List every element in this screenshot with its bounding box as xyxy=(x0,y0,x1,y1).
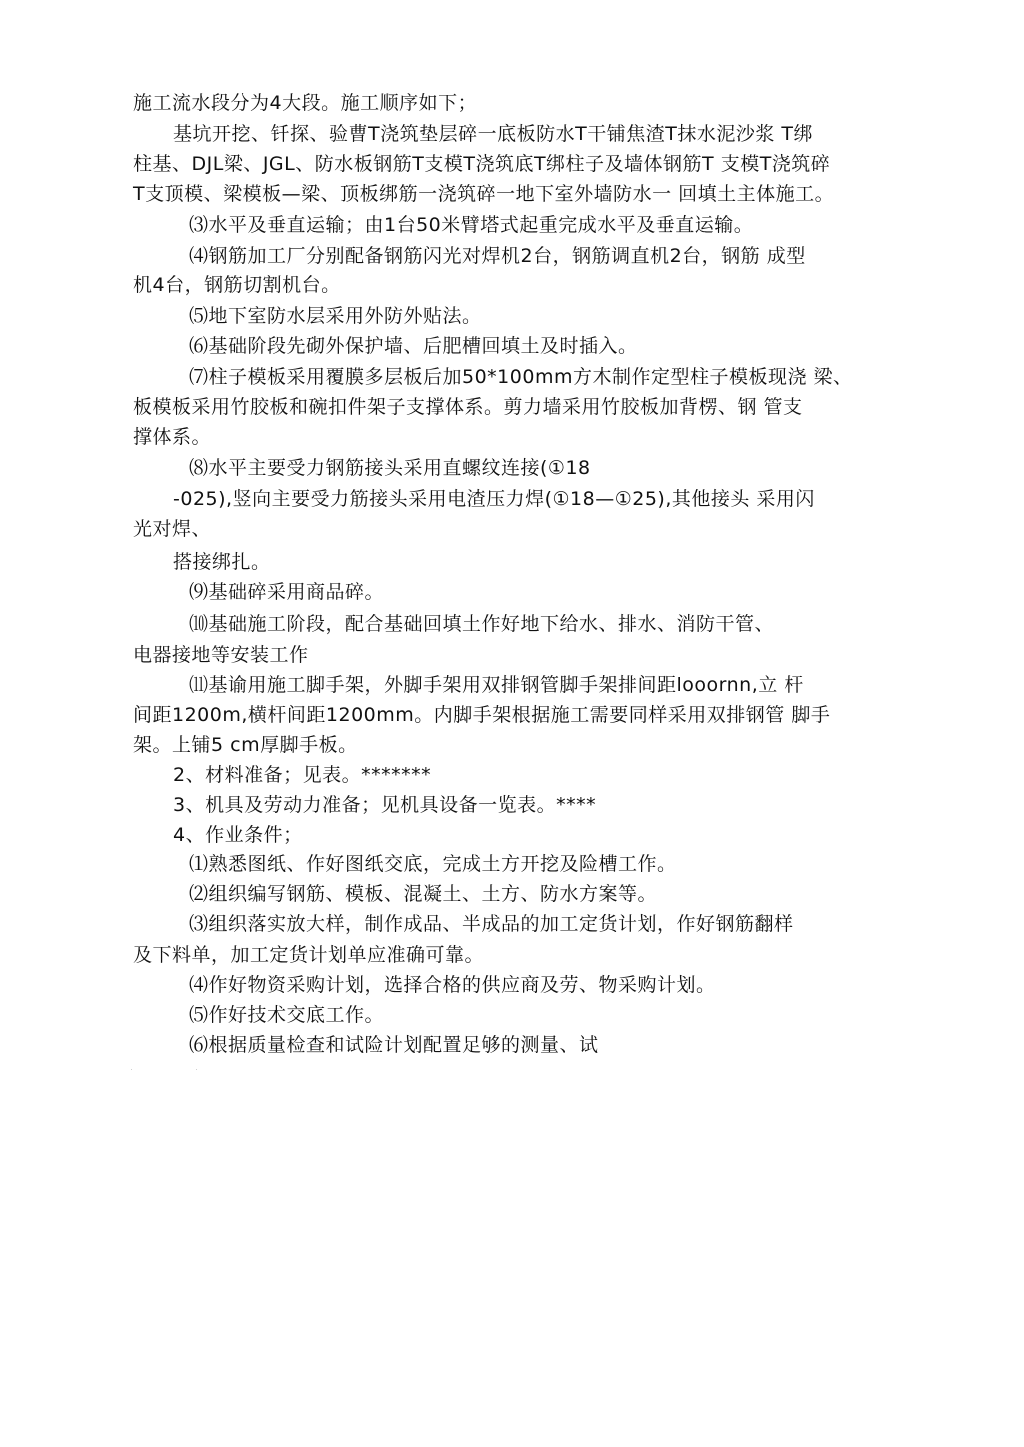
paragraph-line: ⑼基础碎采用商品碎。 xyxy=(189,581,385,603)
paragraph-line: ⑴熟悉图纸、作好图纸交底，完成土方开挖及险槽工作。 xyxy=(189,853,677,875)
paragraph-line: 基坑开挖、钎探、验曹T浇筑垫层碎一底板防水T干铺焦渣T抹水泥沙浆 T绑 xyxy=(173,123,813,145)
paragraph-line: ⑷作好物资采购计划，选择合格的供应商及劳、物采购计划。 xyxy=(189,974,716,996)
paragraph-line: 及下料单，加工定货计划单应准确可靠。 xyxy=(133,944,485,966)
paragraph-line: 板模板采用竹胶板和碗扣件架子支撑体系。剪力墙采用竹胶板加背楞、钢 管支 xyxy=(133,396,803,418)
paragraph-line: -025),竖向主要受力筋接头采用电渣压力焊(①18—①25),其他接头 采用闪 xyxy=(173,488,815,510)
paragraph-line: ⑻水平主要受力钢筋接头采用直螺纹连接(①18 xyxy=(189,457,591,479)
paragraph-line: ⑽基础施工阶段，配合基础回填土作好地下给水、排水、消防干管、 xyxy=(189,613,775,635)
paragraph-line: 光对焊、 xyxy=(133,518,212,540)
paragraph-line: T支顶模、梁模板—梁、顶板绑筋一浇筑碎一地下室外墙防水一 回填土主体施工。 xyxy=(133,183,835,205)
paragraph-line: 撑体系。 xyxy=(133,426,212,448)
paragraph-line: 4、作业条件； xyxy=(173,824,303,846)
paragraph-line: ⑸地下室防水层采用外防外贴法。 xyxy=(189,305,482,327)
paragraph-line: 2、材料准备；见表。******* xyxy=(173,764,432,786)
paragraph-line: ⑶水平及垂直运输；由1台50米臂塔式起重完成水平及垂直运输。 xyxy=(189,214,754,236)
paragraph-line: 柱基、DJL梁、JGL、防水板钢筋T支模T浇筑底T绑柱子及墙体钢筋T 支模T浇筑碎 xyxy=(133,153,831,175)
paragraph-line: ⑾基谕用施工脚手架，外脚手架用双排钢管脚手架排间距looornn,立 杆 xyxy=(189,674,804,696)
paragraph-line: ⑵组织编写钢筋、模板、混凝土、土方、防水方案等。 xyxy=(189,883,658,905)
scan-speck xyxy=(131,1069,132,1070)
scan-speck xyxy=(196,1069,197,1070)
paragraph-line: ⑶组织落实放大样，制作成品、半成品的加工定货计划，作好钢筋翻样 xyxy=(189,913,794,935)
paragraph-line: 电器接地等安装工作 xyxy=(133,644,309,666)
paragraph-line: 间距1200m,横杆间距1200mm。内脚手架根据施工需要同样采用双排钢管 脚手 xyxy=(133,704,831,726)
paragraph-line: ⑸作好技术交底工作。 xyxy=(189,1004,385,1026)
paragraph-line: ⑹根据质量检查和试险计划配置足够的测量、试 xyxy=(189,1034,599,1056)
paragraph-line: 架。上铺5 cm厚脚手板。 xyxy=(133,734,358,756)
paragraph-line: 机4台，钢筋切割机台。 xyxy=(133,274,341,296)
paragraph-line: ⑷钢筋加工厂分别配备钢筋闪光对焊机2台，钢筋调直机2台，钢筋 成型 xyxy=(189,245,806,267)
paragraph-line: ⑺柱子模板采用覆膜多层板后加50*100mm方木制作定型柱子模板现浇 梁、 xyxy=(189,366,853,388)
paragraph-line: 3、机具及劳动力准备；见机具设备一览表。**** xyxy=(173,794,597,816)
paragraph-line: 搭接绑扎。 xyxy=(173,551,271,573)
paragraph-line: ⑹基础阶段先砌外保护墙、后肥槽回填土及时插入。 xyxy=(189,335,638,357)
paragraph-line: 施工流水段分为4大段。施工顺序如下； xyxy=(133,92,478,114)
